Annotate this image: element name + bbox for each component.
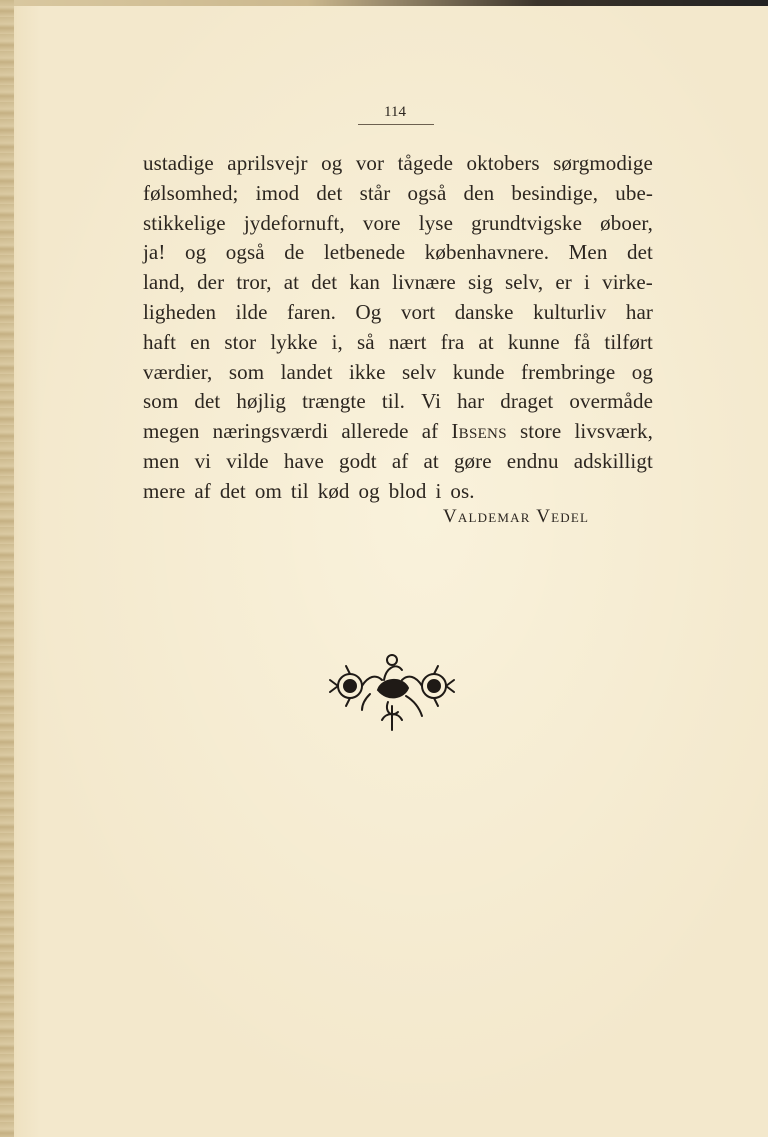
word: megen: [143, 419, 200, 444]
word: værdier,: [143, 359, 213, 384]
page-number-rule: [358, 124, 434, 125]
word: til: [290, 478, 309, 503]
word: allerede: [341, 419, 409, 444]
word: sig: [468, 270, 493, 295]
author-signature: Valdemar Vedel: [443, 506, 590, 527]
word: at: [478, 329, 494, 354]
word: kulturliv: [533, 299, 607, 324]
word: virke-: [602, 270, 653, 295]
word: vor: [355, 151, 385, 175]
word: Men: [568, 240, 608, 265]
page-top-edge: [0, 0, 768, 6]
word: af: [391, 448, 409, 473]
word: danske: [454, 299, 514, 324]
word: at: [423, 448, 439, 473]
word: adskilligt: [573, 448, 653, 473]
word: trængte: [302, 389, 366, 414]
word: grundtvigske: [471, 210, 583, 235]
text-line: [143, 149, 653, 179]
word: livnære: [392, 270, 456, 295]
text-line: [143, 417, 653, 447]
word: har: [457, 389, 485, 414]
word: lykke: [270, 329, 318, 354]
word: store: [519, 419, 562, 444]
word: frembringe: [521, 359, 616, 384]
word: det: [316, 180, 343, 205]
word: overmåde: [569, 389, 653, 414]
word: står: [359, 180, 391, 205]
word: har: [625, 299, 653, 324]
word: have: [283, 448, 324, 473]
word: men: [143, 448, 180, 473]
page-number: 114: [384, 104, 406, 120]
word: besindige,: [511, 180, 599, 205]
word: de: [284, 240, 305, 265]
word: mere: [143, 478, 186, 503]
word: og: [321, 151, 343, 175]
word: ja!: [143, 240, 166, 265]
word: vort: [400, 299, 436, 324]
text-line: [143, 447, 653, 477]
text-line: [143, 298, 653, 328]
word: ilde: [235, 299, 268, 324]
word: følsomhed;: [143, 180, 239, 205]
word: er: [555, 270, 572, 295]
word: nært: [388, 329, 427, 354]
word: det: [627, 240, 653, 265]
word: stor: [224, 329, 257, 354]
word: aprilsvejr: [227, 151, 308, 175]
word: få: [573, 329, 591, 354]
word: den: [463, 180, 495, 205]
word: stikkelige: [143, 210, 226, 235]
word: højlig: [236, 389, 287, 414]
text-line: [143, 477, 653, 507]
word: det: [219, 478, 246, 503]
word: endnu: [506, 448, 559, 473]
word: en: [190, 329, 211, 354]
word: om: [254, 478, 282, 503]
word: vore: [362, 210, 401, 235]
word: i: [435, 478, 442, 503]
word: tilført: [604, 329, 653, 354]
word: kunde: [452, 359, 505, 384]
word: til.: [381, 389, 405, 414]
text-line: [143, 328, 653, 358]
word: af: [194, 478, 211, 503]
word: blod: [388, 478, 427, 503]
word: Vi: [421, 389, 442, 414]
word: livsværk,: [574, 419, 653, 444]
word: også: [225, 240, 265, 265]
word: faren.: [287, 299, 337, 324]
page-binding-edge: [0, 0, 14, 1137]
word: så: [357, 329, 375, 354]
word: i: [584, 270, 590, 295]
word: oktobers: [466, 151, 540, 175]
body-text: [143, 149, 653, 507]
word: også: [407, 180, 447, 205]
word: Ibsens: [451, 419, 507, 444]
word: draget: [500, 389, 554, 414]
word: som: [228, 359, 265, 384]
word: af: [421, 419, 439, 444]
word: haft: [143, 329, 177, 354]
text-line: [143, 268, 653, 298]
word: vilde: [226, 448, 269, 473]
word: Og: [355, 299, 382, 324]
word: der: [197, 270, 225, 295]
word: og: [185, 240, 207, 265]
word: selv: [402, 359, 437, 384]
word: i,: [331, 329, 343, 354]
word: letbenede: [323, 240, 406, 265]
word: vi: [194, 448, 212, 473]
word: at: [283, 270, 300, 295]
word: lyse: [418, 210, 453, 235]
word: ligheden: [143, 299, 217, 324]
word: kød: [317, 478, 350, 503]
word: tågede: [397, 151, 454, 175]
word: som: [143, 389, 179, 414]
word: fra: [440, 329, 465, 354]
word: og: [631, 359, 653, 384]
text-line: [143, 387, 653, 417]
word: os.: [450, 478, 475, 503]
word: land,: [143, 270, 185, 295]
word: ikke: [349, 359, 386, 384]
text-line: [143, 358, 653, 388]
word: selv,: [504, 270, 544, 295]
word: sørgmodige: [553, 151, 653, 175]
word: tror,: [236, 270, 272, 295]
floral-vignette-icon: [326, 650, 458, 736]
word: næringsværdi: [212, 419, 329, 444]
text-line: [143, 179, 653, 209]
word: gøre: [453, 448, 492, 473]
word: københavnere.: [424, 240, 550, 265]
word: og: [358, 478, 380, 503]
word: øboer,: [600, 210, 653, 235]
word: kunne: [507, 329, 560, 354]
word: kan: [349, 270, 380, 295]
word: ustadige: [143, 151, 214, 175]
text-line: [143, 238, 653, 268]
word: godt: [339, 448, 377, 473]
word: jydefornuft,: [243, 210, 345, 235]
word: ube-: [615, 180, 653, 205]
word: det: [194, 389, 221, 414]
word: imod: [255, 180, 300, 205]
word: det: [311, 270, 338, 295]
word: landet: [280, 359, 333, 384]
text-line: [143, 209, 653, 239]
